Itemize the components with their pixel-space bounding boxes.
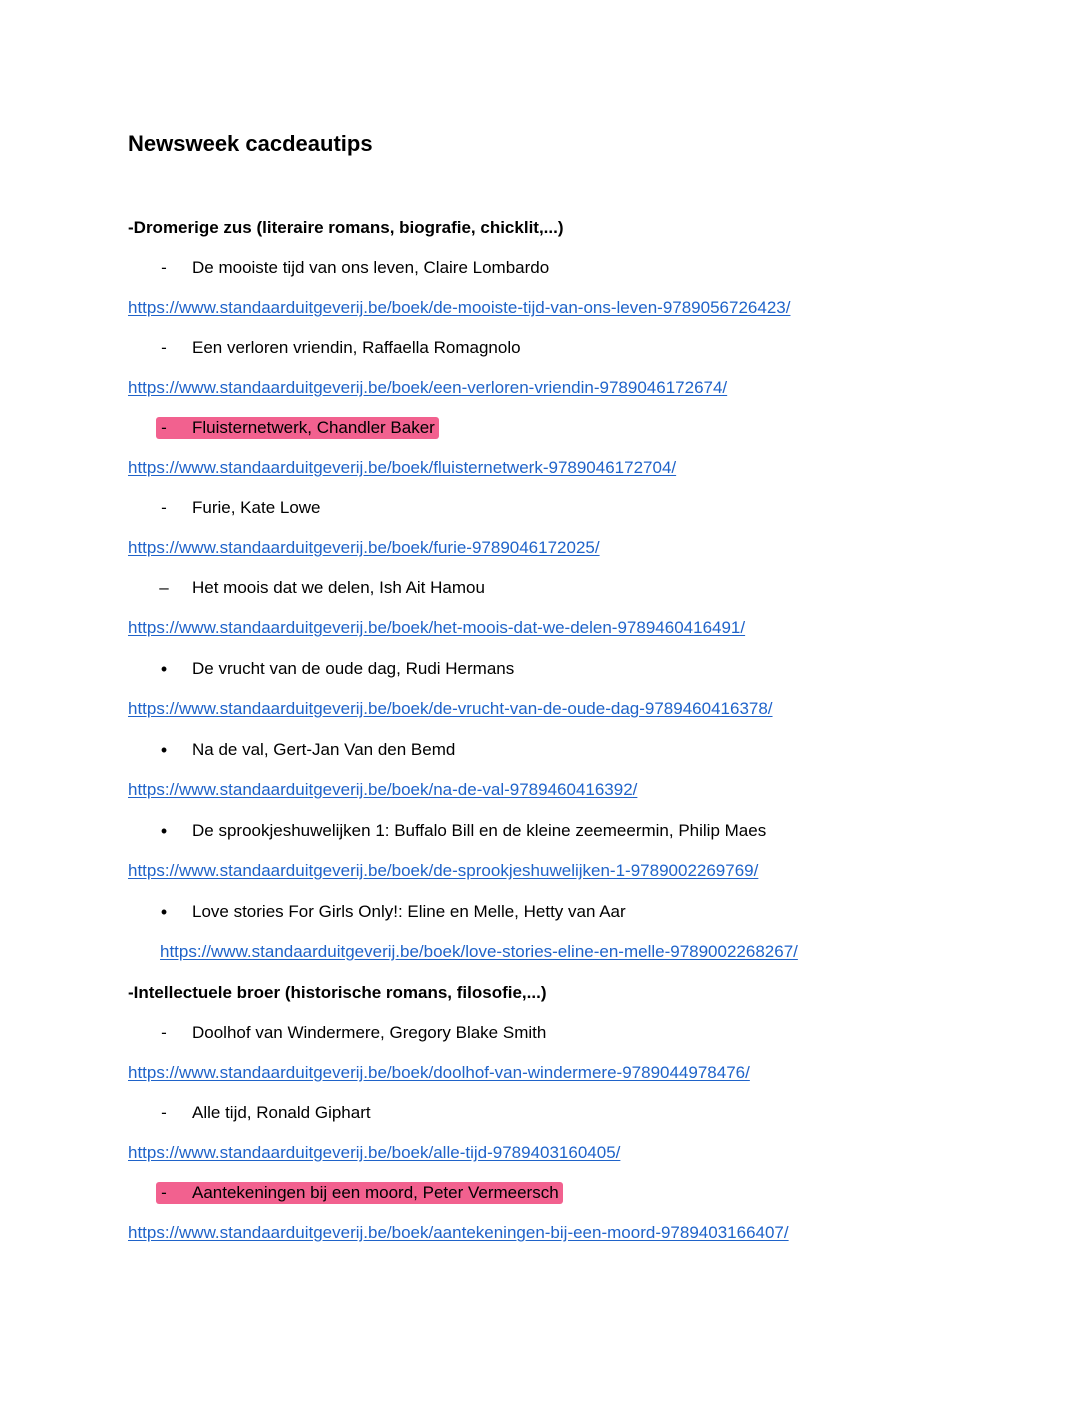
book-link[interactable]: https://www.standaarduitgeverij.be/boek/een-verloren-vriendin-9789046172674/: [128, 378, 728, 397]
list-item: [0, 493, 1088, 523]
book-link[interactable]: https://www.standaarduitgeverij.be/boek/de-sprookjeshuwelijken-1-9789002269769/: [128, 861, 759, 880]
book-title-author: Fluisternetwerk, Chandler Baker: [192, 418, 435, 437]
dash-marker: -: [161, 338, 167, 357]
list-item: [0, 735, 1088, 765]
book-link[interactable]: https://www.standaarduitgeverij.be/boek/alle-tijd-9789403160405/: [128, 1143, 621, 1162]
dash-marker: -: [161, 418, 167, 437]
book-title-author: Het moois dat we delen, Ish Ait Hamou: [192, 578, 485, 597]
list-item: [0, 573, 1088, 603]
book-title-author: Love stories For Girls Only!: Eline en Melle, Hetty van Aar: [192, 902, 626, 921]
dash-marker: -: [161, 1023, 167, 1042]
bullet-marker: •: [160, 659, 168, 679]
book-link[interactable]: https://www.standaarduitgeverij.be/boek/aantekeningen-bij-een-moord-9789403166407/: [128, 1223, 789, 1242]
list-item: [0, 1018, 1088, 1048]
section-heading: -Dromerige zus (literaire romans, biografie, chicklit,...): [128, 218, 564, 237]
book-link[interactable]: https://www.standaarduitgeverij.be/boek/het-moois-dat-we-delen-9789460416491/: [128, 618, 746, 637]
book-link[interactable]: https://www.standaarduitgeverij.be/boek/de-mooiste-tijd-van-ons-leven-9789056726423/: [128, 298, 791, 317]
book-link[interactable]: https://www.standaarduitgeverij.be/boek/love-stories-eline-en-melle-9789002268267/: [160, 942, 798, 961]
bullet-marker: •: [160, 821, 168, 841]
book-title-author: De vrucht van de oude dag, Rudi Hermans: [192, 659, 515, 678]
list-item: [0, 413, 1088, 443]
book-title-author: De sprookjeshuwelijken 1: Buffalo Bill en de kleine zeemeermin, Philip Maes: [192, 821, 767, 840]
book-link[interactable]: https://www.standaarduitgeverij.be/boek/de-vrucht-van-de-oude-dag-9789460416378/: [128, 699, 773, 718]
book-link[interactable]: https://www.standaarduitgeverij.be/boek/na-de-val-9789460416392/: [128, 780, 638, 799]
bullet-marker: •: [160, 902, 168, 922]
book-link[interactable]: https://www.standaarduitgeverij.be/boek/fluisternetwerk-9789046172704/: [128, 458, 677, 477]
list-item: [0, 1098, 1088, 1128]
book-link[interactable]: https://www.standaarduitgeverij.be/boek/doolhof-van-windermere-9789044978476/: [128, 1063, 750, 1082]
section-heading: -Intellectuele broer (historische romans, filosofie,...): [128, 983, 547, 1002]
book-title-author: Aantekeningen bij een moord, Peter Vermeersch: [192, 1183, 559, 1202]
bullet-marker: •: [160, 740, 168, 760]
list-item: [0, 253, 1088, 283]
dash-marker: -: [161, 258, 167, 277]
book-title-author: Een verloren vriendin, Raffaella Romagnolo: [192, 338, 521, 357]
dash-marker: –: [159, 578, 169, 597]
book-title-author: Doolhof van Windermere, Gregory Blake Smith: [192, 1023, 547, 1042]
document-title: Newsweek cacdeautips: [128, 131, 373, 156]
dash-marker: -: [161, 498, 167, 517]
list-item: [0, 654, 1088, 684]
list-item: [0, 897, 1088, 927]
book-title-author: De mooiste tijd van ons leven, Claire Lombardo: [192, 258, 550, 277]
book-link[interactable]: https://www.standaarduitgeverij.be/boek/furie-9789046172025/: [128, 538, 600, 557]
book-title-author: Furie, Kate Lowe: [192, 498, 321, 517]
book-title-author: Alle tijd, Ronald Giphart: [192, 1103, 371, 1122]
list-item: [0, 1178, 1088, 1208]
list-item: [0, 333, 1088, 363]
list-item: [0, 816, 1088, 846]
dash-marker: -: [161, 1103, 167, 1122]
dash-marker: -: [161, 1183, 167, 1202]
book-title-author: Na de val, Gert-Jan Van den Bemd: [192, 740, 456, 759]
